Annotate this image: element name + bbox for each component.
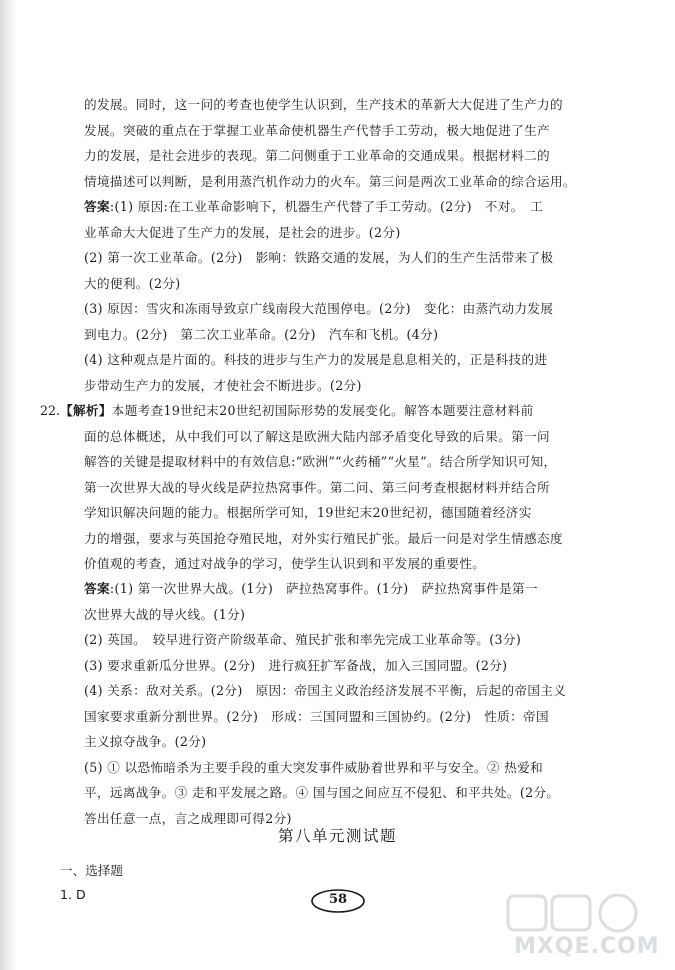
text-line <box>84 194 606 220</box>
answer-block-22 <box>84 576 606 831</box>
text-line: 主义掠夺战争。(2分) <box>84 734 207 749</box>
watermark-logo-icon <box>500 890 660 938</box>
text-line: 面的总体概述，从中我们可以了解这是欧洲大陆内部矛盾变化导致的后果。第一问 <box>84 428 550 444</box>
text-line <box>84 576 606 602</box>
site-watermark <box>500 890 670 965</box>
text-line: (5) ① 以恐怖暗杀为主要手段的重大突发事件威胁着世界和平与安全。② 热爱和 <box>84 759 544 775</box>
text-line: 国家要求重新分割世界。(2分) 形成：三国同盟和三国协约。(2分) 性质：帝国 <box>84 708 549 724</box>
text-line: 业革命大大促进了生产力的发展，是社会的进步。(2分) <box>84 224 401 240</box>
answer-label: 答案 <box>84 581 110 596</box>
analysis-text: 本题考查19世纪末20世纪初国际形势的发展变化。解答本题要注意材料前 <box>111 403 534 418</box>
text-line: 的发展。同时，这一问的考查也使学生认识到，生产技术的革新大大促进了生产力的 <box>84 97 563 112</box>
text-line: 力的发展，是社会进步的表现。第二问侧重于工业革命的交通成果。根据材料二的 <box>84 148 550 163</box>
text-line: 步带动生产力的发展，才使社会不断进步。(2分) <box>84 377 362 393</box>
section-title: 第八单元测试题 <box>277 827 397 845</box>
text-line: (2) 英国。 较早进行资产阶级革命、殖民扩张和率先完成工业革命等。(3分) <box>84 632 522 647</box>
text-line: 第一次世界大战的导火线是萨拉热窝事件。第二问、第三问考查根据材料并结合所 <box>84 479 550 495</box>
text-line: 情境描述可以判断，是利用蒸汽机作动力的火车。第三问是两次工业革命的综合运用。 <box>84 173 576 189</box>
analysis-block-22 <box>60 398 606 424</box>
text-line: (3) 要求重新瓜分世界。(2分) 进行疯狂扩军备战，加入三国同盟。(2分) <box>84 657 508 673</box>
text-line: 次世界大战的导火线。(1分) <box>84 606 246 622</box>
watermark-text: MXQE.COM <box>514 934 660 959</box>
text-line: 平，远离战争。③ 走和平发展之路。④ 国与国之间应互不侵犯、和平共处。(2分。 <box>84 785 560 800</box>
text-line: 价值观的考查，通过对战争的学习，使学生认识到和平发展的重要性。 <box>84 556 486 571</box>
answer-block-21 <box>84 194 606 398</box>
analysis-block-22-body <box>84 424 606 577</box>
text-line: (2) 第一次工业革命。(2分) 影响：铁路交通的发展，为人们的生产生活带来了极 <box>84 250 554 265</box>
analysis-label: 【解析】 <box>60 403 112 418</box>
page-number: 58 <box>328 892 348 907</box>
section-heading: 一、选择题 <box>60 863 123 878</box>
answer-text: :(1) 原因:在工业革命影响下，机器生产代替了手工劳动。(2分) 不对。 工 <box>109 199 544 214</box>
page-number-badge <box>308 888 368 914</box>
text-line: (3) 原因：雪灾和冻雨导致京广线南段大范围停电。(2分) 变化：由蒸汽动力发展 <box>84 301 554 316</box>
answer-text: :(1) 第一次世界大战。(1分) 萨拉热窝事件。(1分) 萨拉热窝事件是第一 <box>109 581 538 596</box>
analysis-continuation <box>84 92 606 194</box>
answer-label: 答案 <box>84 199 110 214</box>
text-line: (4) 关系：敌对关系。(2分) 原因：帝国主义政治经济发展不平衡，后起的帝国主义 <box>84 683 567 698</box>
answer-item: 1. D <box>60 887 86 902</box>
text-line: 解答的关键是提取材料中的有效信息:“欧洲”“火药桶”“火星”。结合所学知识可知， <box>84 454 557 469</box>
text-line: 学知识解决问题的能力。根据所学可知，19世纪末20世纪初，德国随着经济实 <box>84 505 532 520</box>
text-line <box>60 398 606 424</box>
text-line: 到电力。(2分) 第二次工业革命。(2分) 汽车和飞机。(4分) <box>84 326 439 342</box>
text-line: 力的增强，要求与英国抢夺殖民地，对外实行殖民扩张。最后一问是对学生情感态度 <box>84 530 563 546</box>
text-line: 答出任意一点，言之成理即可得2分) <box>84 810 292 826</box>
question-number: 22. <box>40 403 61 418</box>
text-line: (4) 这种观点是片面的。科技的进步与生产力的发展是息息相关的，正是科技的进 <box>84 352 548 367</box>
text-line: 发展。突破的重点在于掌握工业革命使机器生产代替手工劳动，极大地促进了生产 <box>84 122 550 138</box>
text-line: 大的便利。(2分) <box>84 275 181 291</box>
